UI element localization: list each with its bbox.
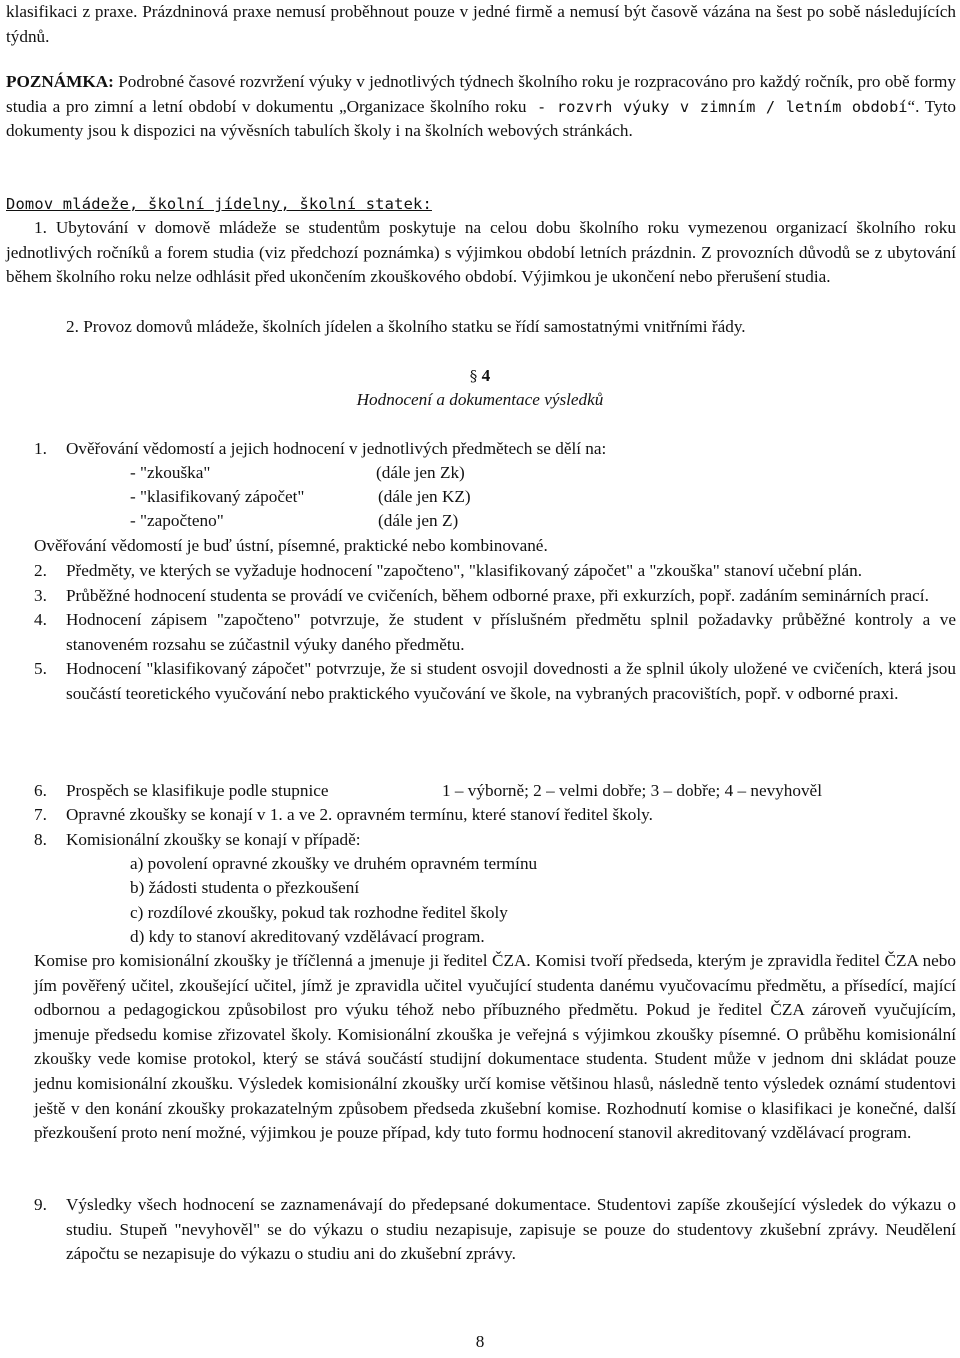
item-number: 4.: [34, 610, 47, 630]
note-doc-name: - rozvrh výuky v zimním / letním období: [526, 97, 908, 116]
exam-case: b) žádosti studenta o přezkoušení: [130, 878, 360, 897]
list-item-1: [34, 437, 956, 462]
grade-type-name: - "klasifikovaný zápočet": [130, 487, 305, 506]
note-paragraph: [6, 70, 956, 144]
section-title: Hodnocení a dokumentace výsledků: [356, 390, 604, 409]
grade-type-abbr: (dále jen KZ): [378, 487, 471, 506]
list-items-2-5: [34, 559, 956, 707]
item-number: 8.: [34, 830, 47, 849]
exam-case: d) kdy to stanoví akreditovaný vzdělávací program.: [130, 927, 485, 946]
item-text: Hodnocení zápisem "započteno" potvrzuje, že student v příslušném předmětu splnil požadavky průběžné kontroly a ve stanoveném rozsahu se zúčastnil výuky daného předmětu.: [66, 610, 956, 654]
note-text: Podrobné časové rozvržení výuky v jednotlivých týdnech školního roku je rozpracováno pro každý ročník, pro obě formy studia a pro zimní a letní období v dokumentu „Organizace školního roku: [6, 72, 956, 116]
grade-type-abbr: (dále jen Z): [378, 511, 459, 530]
page-number: 8: [475, 1332, 485, 1351]
list-item-4: [34, 608, 956, 657]
exam-case: a) povolení opravné zkoušky ve druhém opravném termínu: [130, 854, 538, 873]
item-text: Předměty, ve kterých se vyžaduje hodnocení "započteno", "klasifikovaný zápočet" a "zkouška" stanoví učební plán.: [66, 561, 863, 580]
list-item-9: [34, 1193, 956, 1267]
section-number: 4: [481, 366, 491, 385]
dorm-item-1: 1. Ubytování v domově mládeže se studentům poskytuje na celou dobu školního roku vymezenou organizací školního roku jednotlivých ročníků a forem studia (viz předchozí poznámka) s výjimkou období letních prázdnin. Z provozních důvodů se z ubytování během školního roku nelze odhlásit před ukončením zkouškového období. Výjimkou je ukončení nebo přerušení studia.: [6, 218, 956, 287]
item-number: 6.: [34, 781, 47, 800]
item-number: 2.: [34, 561, 47, 580]
intro-paragraph: klasifikaci z praxe. Prázdninová praxe nemusí proběhnout pouze v jedné firmě a nemusí být časově vázána na šest po sobě následujících týdnů.: [6, 2, 956, 46]
item-text: Výsledky všech hodnocení se zaznamenávají do předepsané dokumentace. Studentovi zapíše zkoušející výsledek do výkazu o studiu. Stupeň "nevyhověl" se do výkazu o studiu nezapisuje, zapisuje se pouze do studentovy zkušební zprávy. Neudělení zápočtu se nezapisuje do výkazu o studiu ani do zkušební zprávy.: [66, 1195, 956, 1264]
section-heading: [0, 364, 960, 389]
list-item-3: [34, 584, 956, 609]
list-item-2: [34, 559, 956, 584]
item-number: 7.: [34, 805, 47, 824]
verification-forms: Ověřování vědomostí je buď ústní, písemné, praktické nebo kombinované.: [34, 536, 548, 555]
grade-type-abbr: (dále jen Zk): [376, 463, 465, 482]
grade-type-name: - "zkouška": [130, 463, 211, 482]
item-text: Komisionální zkoušky se konají v případě:: [66, 830, 361, 849]
item-text: Opravné zkoušky se konají v 1. a ve 2. opravném termínu, které stanoví ředitel školy.: [66, 805, 653, 824]
item-number: 5.: [34, 659, 47, 679]
note-label: POZNÁMKA:: [6, 72, 114, 91]
grading-text: Prospěch se klasifikuje podle stupnice: [66, 781, 329, 800]
item-text: Průběžné hodnocení studenta se provádí ve cvičeních, během odborné praxe, při exkurzích, popř. zadáním seminárních prací.: [66, 585, 929, 605]
commission-paragraph: Komise pro komisionální zkoušky je tříčlenná a jmenuje ji ředitel ČZA. Komisi tvoří předseda, kterým je zpravidla ředitel ČZA nebo jím pověřený učitel, zkoušející učitel, jímž je zpravidla učitel vyučující studenta danému vyučovacímu předmětu, a přísedící, mající odbornou a pedagogickou způsobilost pro výuku téhož nebo příbuzného předmětu. Pokud je ředitel ČZA zároveň vyučujícím, jmenuje předsedu komise zřizovatel školy. Komisionální zkouška je veřejná s výjimkou zkoušky písemné. O průběhu komisionální zkoušky vede komise protokol, který se stává součástí studijní dokumentace studenta. Student může v jednom dni skládat pouze jednu komisionální zkoušku. Výsledek komisionální zkoušky určí komise většinou hlasů, následně tento výsledek oznámí studentovi ještě v den konání zkoušky prokazatelným způsobem předseda zkušební komise. Rozhodnutí komise o klasifikaci je konečné, další přezkoušení proto není možné, výjimkou je pouze případ, kdy tuto formu hodnocení stanovil akreditovaný vzdělávací program.: [34, 951, 956, 1143]
exam-case: c) rozdílové zkoušky, pokud tak rozhodne ředitel školy: [130, 903, 508, 922]
dorm-item-2: 2. Provoz domovů mládeže, školních jídelen a školního statku se řídí samostatnými vnitřními řády.: [66, 317, 746, 336]
item-text: Hodnocení "klasifikovaný zápočet" potvrzuje, že si student osvojil dovednosti a že splnil úkoly uložené ve cvičeních, která jsou součástí teoretického vyučování nebo praktického vyučování ve škole, na vybraných pracovištích, popř. v odborné praxi.: [66, 659, 956, 703]
item-number: 3.: [34, 585, 47, 605]
grading-scale: 1 – výborně; 2 – velmi dobře; 3 – dobře; 4 – nevyhověl: [442, 781, 822, 800]
grade-type-name: - "započteno": [130, 511, 224, 530]
item-number: 9.: [34, 1195, 47, 1214]
item-text: Ověřování vědomostí a jejich hodnocení v jednotlivých předmětech se dělí na:: [66, 439, 607, 458]
list-item-5: [34, 657, 956, 706]
section-symbol: §: [469, 367, 478, 385]
item-number: 1.: [34, 439, 47, 458]
note-text-end: “. Tyto dokumenty jsou k dispozici na vývěsních tabulích školy i na školních webových stránkách.: [6, 96, 956, 141]
dorm-heading: Domov mládeže, školní jídelny, školní statek:: [6, 195, 432, 213]
